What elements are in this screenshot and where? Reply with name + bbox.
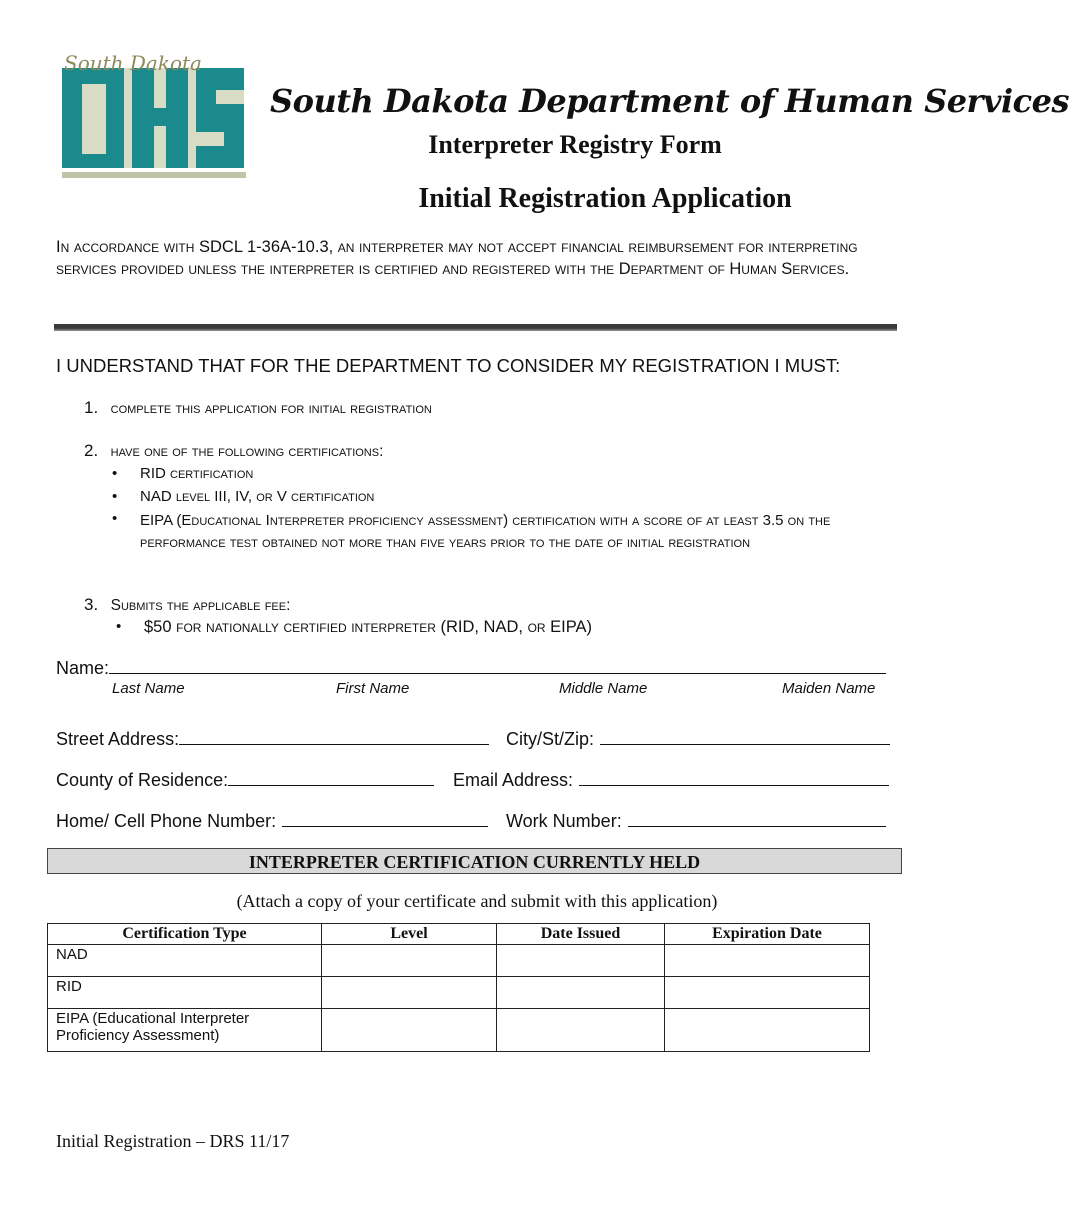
column-header: Expiration Date bbox=[665, 924, 870, 945]
expiration-date-cell[interactable] bbox=[665, 977, 870, 1009]
requirement-number: 2. bbox=[84, 441, 99, 460]
requirement-3 bbox=[84, 595, 290, 615]
level-cell[interactable] bbox=[322, 1009, 497, 1052]
phone-field[interactable]: Home/ Cell Phone Number: bbox=[56, 808, 488, 832]
cert-type-cell: EIPA (Educational Interpreter Proficiency Assessment) bbox=[48, 1009, 322, 1052]
date-issued-cell[interactable] bbox=[497, 977, 665, 1009]
maiden-name-label: Maiden Name bbox=[782, 680, 876, 697]
requirement-text: Submits the applicable fee: bbox=[110, 597, 291, 614]
certification-note: (Attach a copy of your certificate and submit with this application) bbox=[236, 891, 718, 911]
table-row bbox=[48, 1009, 870, 1052]
phone-line[interactable] bbox=[282, 808, 488, 827]
work-number-field[interactable]: Work Number: bbox=[506, 808, 886, 832]
requirement-text: complete this application for initial registration bbox=[110, 400, 432, 417]
form-title: Interpreter Registry Form bbox=[428, 130, 722, 159]
column-header: Level bbox=[322, 924, 497, 945]
middle-name-label: Middle Name bbox=[559, 680, 648, 697]
expiration-date-cell[interactable] bbox=[665, 945, 870, 977]
requirement-1 bbox=[84, 398, 432, 418]
certification-table bbox=[47, 923, 870, 1052]
name-input-line[interactable] bbox=[109, 655, 886, 674]
email-line[interactable] bbox=[579, 767, 889, 786]
city-state-zip-line[interactable] bbox=[600, 726, 890, 745]
requirement-number: 1. bbox=[84, 398, 99, 417]
last-name-label: Last Name bbox=[112, 680, 185, 697]
footer-text: Initial Registration – DRS 11/17 bbox=[56, 1131, 290, 1151]
intro-paragraph: In accordance with SDCL 1-36A-10.3, an interpreter may not accept financial reimbursement for interpreting services provided unless the interpreter is certified and registered with the Department of Human Services. bbox=[56, 238, 858, 278]
street-address-line[interactable] bbox=[179, 726, 489, 745]
date-issued-cell[interactable] bbox=[497, 945, 665, 977]
bullet-item: • NAD level III, IV, or V certification bbox=[112, 488, 375, 505]
requirements-heading: I UNDERSTAND THAT FOR THE DEPARTMENT TO CONSIDER MY REGISTRATION I MUST: bbox=[56, 355, 841, 376]
certification-heading: INTERPRETER CERTIFICATION CURRENTLY HELD bbox=[47, 848, 902, 874]
work-number-line[interactable] bbox=[628, 808, 886, 827]
city-state-zip-field[interactable]: City/St/Zip: bbox=[506, 726, 890, 750]
county-field[interactable]: County of Residence: bbox=[56, 767, 434, 791]
table-header-row bbox=[48, 924, 870, 945]
logo-script: South Dakota bbox=[64, 51, 202, 75]
street-address-field[interactable]: Street Address: bbox=[56, 726, 489, 750]
column-header: Date Issued bbox=[497, 924, 665, 945]
first-name-label: First Name bbox=[336, 680, 410, 697]
application-title: Initial Registration Application bbox=[418, 183, 792, 214]
name-field[interactable] bbox=[56, 655, 886, 679]
bullet-item: • EIPA (Educational Interpreter proficiency assessment) certification with a score of at least 3.5 on the performance test obtained not more than five years prior to the date of initial registration bbox=[112, 510, 831, 551]
requirement-number: 3. bbox=[84, 595, 99, 614]
level-cell[interactable] bbox=[322, 977, 497, 1009]
email-field[interactable]: Email Address: bbox=[453, 767, 889, 791]
table-row bbox=[48, 945, 870, 977]
agency-title: South Dakota Department of Human Services bbox=[270, 82, 1069, 120]
requirement-2 bbox=[84, 441, 383, 461]
column-header: Certification Type bbox=[48, 924, 322, 945]
dhs-logo bbox=[56, 50, 248, 182]
cert-type-cell: RID bbox=[48, 977, 322, 1009]
bullet-item: • RID certification bbox=[112, 465, 254, 482]
level-cell[interactable] bbox=[322, 945, 497, 977]
bullet-item: • $50 for nationally certified interpreter (RID, NAD, or EIPA) bbox=[116, 618, 593, 636]
date-issued-cell[interactable] bbox=[497, 1009, 665, 1052]
name-label: Name: bbox=[56, 658, 110, 678]
expiration-date-cell[interactable] bbox=[665, 1009, 870, 1052]
divider-rule bbox=[54, 324, 897, 331]
requirement-text: have one of the following certifications: bbox=[110, 443, 384, 460]
table-row bbox=[48, 977, 870, 1009]
cert-type-cell: NAD bbox=[48, 945, 322, 977]
county-line[interactable] bbox=[228, 767, 434, 786]
